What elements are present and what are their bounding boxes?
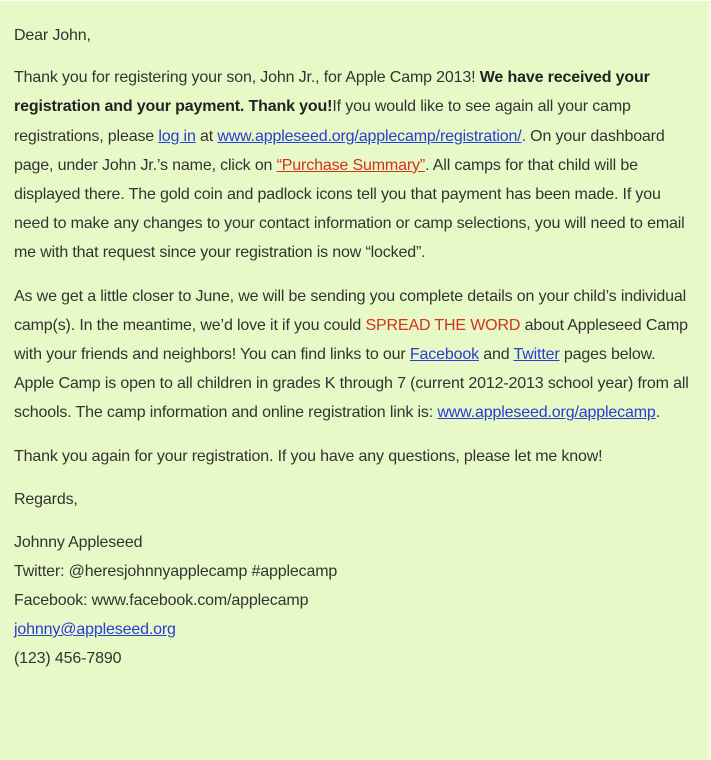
payment-received-notice: We have received your registration and your payment. Thank you!	[14, 69, 650, 116]
twitter-link[interactable]: Twitter	[513, 346, 560, 364]
signature-name: Johnny Appleseed	[14, 534, 143, 552]
text: Thank you for registering your son, John Jr., for Apple Camp 2013!	[14, 69, 480, 87]
signature-twitter: Twitter: @heresjohnnyapplecamp #applecamp	[14, 563, 338, 581]
login-link[interactable]: log in	[158, 127, 196, 145]
paragraph-camp-details	[14, 282, 695, 428]
signature-facebook: Facebook: www.facebook.com/applecamp	[14, 592, 309, 610]
closing: Regards,	[14, 490, 78, 508]
text: . On your dashboard page, under John Jr.’s name, click on	[14, 127, 665, 174]
text: If you would like to see again all your camp registrations, please	[14, 98, 631, 145]
purchase-summary-link[interactable]: “Purchase Summary”	[276, 156, 426, 174]
signature-email-link[interactable]: johnny@appleseed.org	[14, 621, 176, 639]
signature-phone: (123) 456-7890	[14, 650, 122, 668]
signature-block	[14, 528, 695, 673]
text: and	[478, 346, 514, 364]
text: pages below. Apple Camp is open to all children in grades K through 7 (current 2012-2013 school year) from all schools. The camp information and online registration link is:	[14, 346, 689, 422]
text: . All camps for that child will be displayed there. The gold coin and padlock icons tell you that payment has been made. If you need to make any changes to your contact information or camp selections, you will need to email me with that request since your registration is now “locked”.	[14, 156, 685, 262]
text: about Appleseed Camp with your friends and neighbors! You can find links to our	[14, 316, 688, 364]
text: at	[195, 127, 218, 145]
letter	[0, 1, 709, 673]
text: .	[655, 404, 660, 422]
text: As we get a little closer to June, we will be sending you complete details on your child’s individual camp(s). In the meantime, we’d love it if you could	[14, 287, 687, 334]
registration-url-link[interactable]: www.appleseed.org/applecamp/registration/	[217, 127, 522, 145]
paragraph-registration-confirmation	[14, 63, 695, 267]
paragraph-thank-you: Thank you again for your registration. If you have any questions, please let me know!	[14, 447, 603, 465]
spread-the-word-highlight: SPREAD THE WORD	[365, 316, 521, 334]
greeting: Dear John,	[14, 27, 91, 44]
camp-url-link[interactable]: www.appleseed.org/applecamp	[437, 404, 656, 422]
facebook-link[interactable]: Facebook	[409, 346, 479, 364]
